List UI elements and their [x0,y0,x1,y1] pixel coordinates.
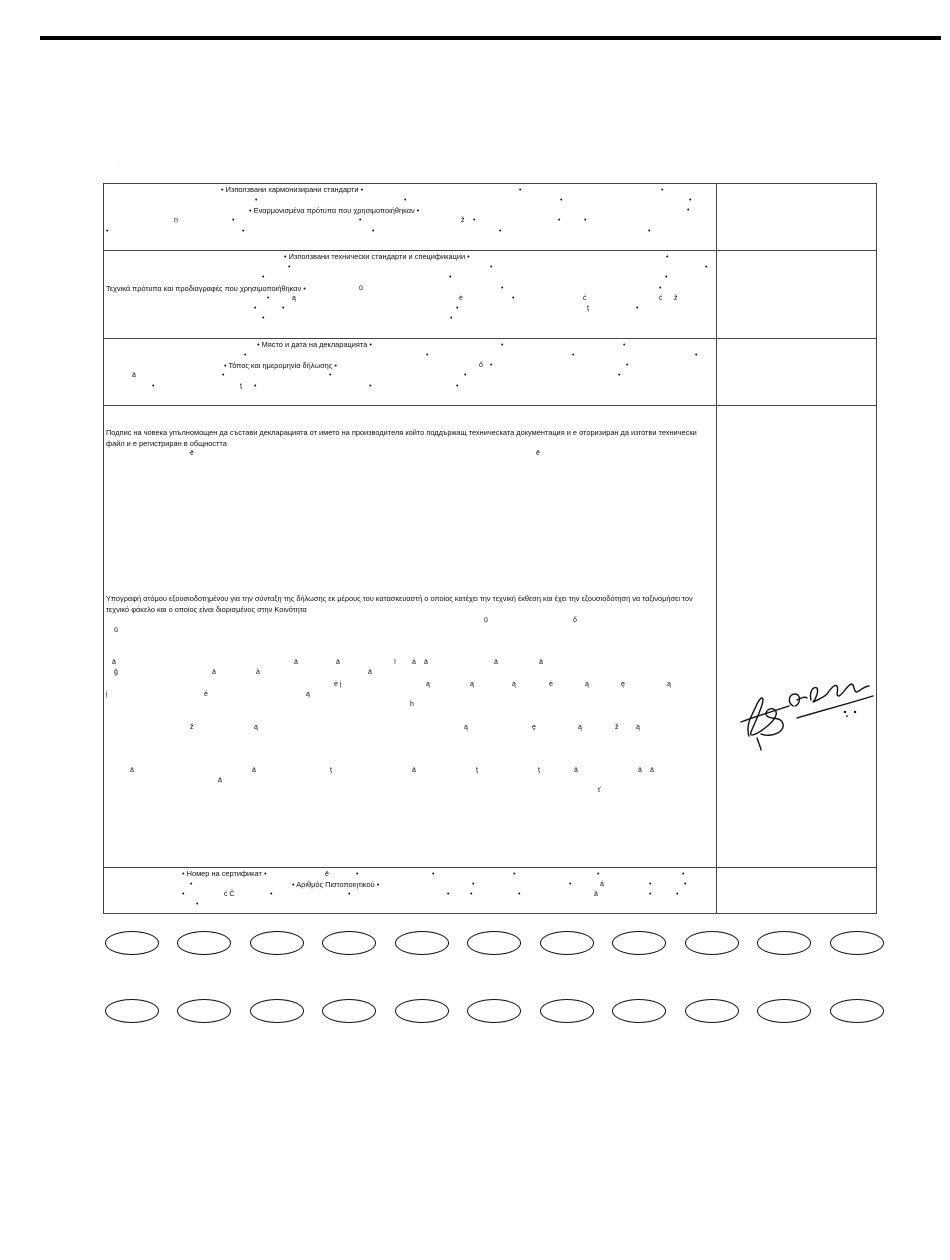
glyph: • [222,372,225,379]
oval-checkbox [395,999,449,1023]
glyph: é [204,691,208,698]
top-rule [40,36,941,40]
glyph: à [256,669,260,676]
glyph: ä [112,659,116,666]
glyph: ą [470,681,474,688]
glyph: • [470,891,473,898]
glyph: • [649,881,652,888]
glyph: ē [536,450,540,457]
glyph: • [450,315,453,322]
glyph: • [648,228,651,235]
oval-checkbox [322,931,376,955]
glyph: ą [292,295,296,302]
glyph: • [348,891,351,898]
oval-checkbox [467,999,521,1023]
glyph: ä [294,659,298,666]
glyph: ņ [174,217,178,224]
glyph: • [518,891,521,898]
certificate-number-bg-label: • Номер на сертификат • [182,869,267,878]
certificate-number-side-cell [717,868,876,913]
oval-checkbox [322,999,376,1023]
glyph: ą [636,724,640,731]
glyph: ğ [114,669,118,676]
harmonized-standards-side-cell [717,184,876,250]
glyph: ä [132,372,136,379]
glyph: • [676,891,679,898]
glyph: • [254,305,257,312]
glyph: ž [615,724,619,731]
place-date-bg-label: • Място и дата на декларацията • [257,340,372,349]
glyph: ő [573,617,577,624]
oval-checkbox [540,999,594,1023]
glyph: ą [667,681,671,688]
oval-checkbox [757,999,811,1023]
glyph: • [456,383,459,390]
oval-checkbox [685,931,739,955]
declaration-table [103,183,877,914]
glyph: • [242,228,245,235]
glyph: ė [549,681,553,688]
glyph: • [689,197,692,204]
glyph: ę [532,724,536,731]
glyph: ą [306,691,310,698]
glyph: • [666,254,669,261]
glyph: • [626,362,629,369]
glyph: ä [638,767,642,774]
place-date-el-label: • Τόπος και ημερομηνία δήλωσης • [224,361,337,370]
technical-standards-side-cell [717,251,876,338]
oval-checkbox [395,931,449,955]
glyph: ē [190,450,194,457]
glyph: • [665,274,668,281]
tiny-mark: · [116,161,118,167]
glyph: • [623,342,626,349]
glyph: ţ [538,767,540,774]
oval-checkbox [612,999,666,1023]
glyph: • [473,217,476,224]
glyph: ė į [334,681,342,688]
glyph: ä [424,659,428,666]
oval-checkbox [830,999,884,1023]
glyph: á [600,881,604,888]
glyph: • [152,383,155,390]
certificate-number-cell [104,868,717,913]
glyph: • [190,881,193,888]
glyph: ä [539,659,543,666]
glyph: • [282,305,285,312]
glyph: h [410,701,414,708]
glyph: • [512,295,515,302]
harmonized-standards-bg-label: • Използвани хармонизирани стандарти • [221,185,364,194]
glyph: ū [484,617,488,624]
glyph: ž [190,724,194,731]
glyph: ä [494,659,498,666]
glyph: • [472,881,475,888]
glyph: • [649,891,652,898]
oval-checkbox [177,999,231,1023]
glyph: ä [336,659,340,666]
glyph: ą [254,724,258,731]
certificate-number-el-label: • Αριθμός Πιστοποιητικού • [292,880,380,889]
glyph: • [597,871,600,878]
glyph: • [267,295,270,302]
glyph: • [255,197,258,204]
glyph: ő [479,362,483,369]
glyph: • [182,891,185,898]
signature-text-cell [104,406,717,867]
harmonized-standards-cell [104,184,717,250]
oval-checkbox [177,931,231,955]
glyph: • [262,315,265,322]
technical-standards-cell [104,251,717,338]
glyph: ą [426,681,430,688]
glyph: • [447,891,450,898]
glyph: ţ [240,383,242,390]
glyph: ą [578,724,582,731]
glyph: • [359,217,362,224]
glyph: ć [659,295,663,302]
glyph: • [501,342,504,349]
glyph: ţ [587,305,589,312]
glyph: ä [212,669,216,676]
glyph: • [499,228,502,235]
glyph: ą [512,681,516,688]
glyph: • [232,217,235,224]
oval-checkbox [105,999,159,1023]
glyph: ä [130,767,134,774]
oval-checkbox [540,931,594,955]
glyph: • [432,871,435,878]
glyph: • [449,274,452,281]
glyph: ę [621,681,625,688]
oval-checkbox [757,931,811,955]
signature-bg-text: Подпис на човека упълномощен да състави декларацията от името на производителя който поддържащ техническата документация и е оторизиран да изготви технически файл и е регистриран в общността [106,428,697,448]
glyph: • [513,871,516,878]
glyph: • [618,372,621,379]
glyph: • [684,881,687,888]
glyph: ą [585,681,589,688]
glyph: • [584,217,587,224]
glyph: • [705,264,708,271]
place-date-side-cell [717,339,876,405]
technical-standards-el-label: Τεχνικά πρότυπα και προδιαγραφές που χρησιμοποιήθηκαν • [106,284,306,293]
glyph: • [106,228,109,235]
glyph: ą [464,724,468,731]
glyph: ä [252,767,256,774]
glyph: • [519,187,522,194]
oval-checkbox [467,931,521,955]
glyph: • [490,264,493,271]
glyph: • [558,217,561,224]
harmonized-standards-el-label: • Εναρμονισμένα πρότυπα που χρησιμοποιήθηκαν • [249,206,420,215]
signature-el-text: Υπογραφή ατόμου εξουσιοδοτημένου για την σύνταξη της δήλωσης εκ μέρους του κατασκευαστή ο οποίος κατέχει την τεχνική έκθεση και έχει την εξουσιοδότηση να ταξινομήσει τον τεχνικό φάκελο και ο οποίος είναι διορισμένος στην Κοινότητα [106,594,693,614]
glyph: á [412,659,416,666]
handwritten-signature [727,676,877,751]
glyph: • [572,352,575,359]
glyph: • [372,228,375,235]
glyph: ä [650,767,654,774]
glyph: į [106,691,108,698]
glyph: • [270,891,273,898]
glyph: ū [114,627,118,634]
oval-checkbox [250,931,304,955]
glyph: • [288,264,291,271]
oval-checkbox [250,999,304,1023]
glyph: • [456,305,459,312]
row-technical-standards [104,251,876,339]
glyph: • [196,901,199,908]
row-place-date [104,339,876,406]
glyph: • [329,372,332,379]
row-signature [104,406,876,868]
glyph: ž [461,217,465,224]
glyph: ä [574,767,578,774]
glyph: ä [412,767,416,774]
glyph: • [254,383,257,390]
glyph: • [244,352,247,359]
glyph: • [569,881,572,888]
glyph: • [404,197,407,204]
oval-checkbox [105,931,159,955]
glyph: • [636,305,639,312]
place-date-cell [104,339,717,405]
glyph: • [262,274,265,281]
glyph: ė [459,295,463,302]
glyph: ū [359,285,363,292]
glyph: ä [368,669,372,676]
glyph: ć [583,295,587,302]
oval-checkbox [685,999,739,1023]
glyph: • [490,362,493,369]
glyph: • [560,197,563,204]
glyph: ž [674,295,678,302]
glyph: ć Č [224,891,235,898]
glyph: ä [594,891,598,898]
glyph: • [661,187,664,194]
oval-checkbox [612,931,666,955]
glyph: • [687,207,690,214]
glyph: • [695,352,698,359]
row-harmonized-standards [104,184,876,251]
glyph: • [356,871,359,878]
oval-checkbox [830,931,884,955]
glyph: ţ [330,767,332,774]
glyph: ť [598,787,601,794]
glyph: ä [218,777,222,784]
glyph: • [682,871,685,878]
signature-image-cell [717,406,876,867]
glyph: • [369,383,372,390]
glyph: • [501,285,504,292]
row-certificate-number [104,868,876,913]
glyph: • [464,372,467,379]
technical-standards-bg-label: • Използвани технически стандарти и спецификации • [284,252,470,261]
glyph: ţ [476,767,478,774]
glyph: • [426,352,429,359]
glyph: ï [394,659,396,666]
glyph: • [659,285,662,292]
glyph: ē [325,871,329,878]
